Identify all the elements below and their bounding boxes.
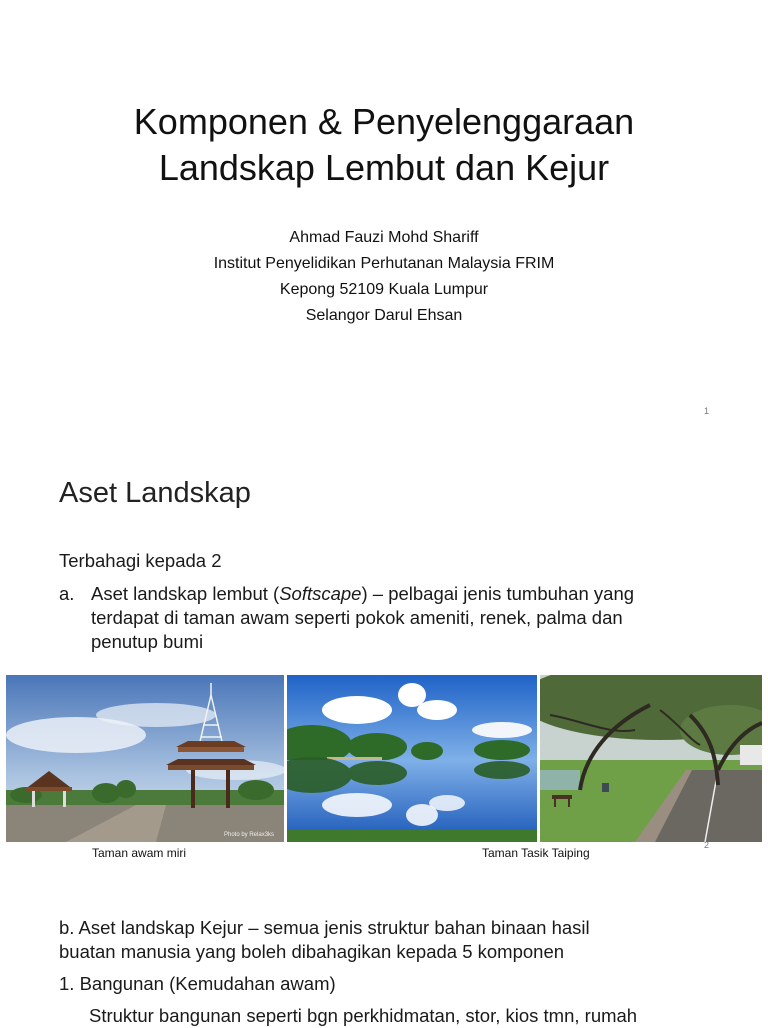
slide-title-line1: Komponen & Penyelenggaraan	[133, 101, 635, 142]
item-a-line3: penutup bumi	[91, 631, 204, 652]
author-name: Ahmad Fauzi Mohd Shariff	[289, 229, 479, 246]
list-item-1: 1. Bangunan (Kemudahan awam)	[59, 973, 336, 994]
page-number-1: 1	[704, 406, 710, 416]
item-a-post: ) – pelbagai jenis tumbuhan yang	[361, 583, 635, 604]
page-number-2: 2	[704, 840, 710, 850]
lake-illustration	[287, 675, 537, 842]
item-b-line2: buatan manusia yang boleh dibahagikan kepada 5 komponen	[59, 941, 565, 962]
list-marker-a: a.	[59, 583, 75, 604]
author-state: Selangor Darul Ehsan	[305, 307, 463, 324]
caption-left: Taman awam miri	[92, 846, 187, 860]
caption-right: Taman Tasik Taiping	[482, 846, 590, 860]
item-a-line1	[91, 582, 634, 606]
item-a-pre: Aset landskap lembut (	[91, 583, 280, 604]
item-b-line1: b. Aset landskap Kejur – semua jenis struktur bahan binaan hasil	[59, 917, 590, 938]
item-a-line2: terdapat di taman awam seperti pokok ameniti, renek, palma dan	[91, 607, 623, 628]
author-institute: Institut Penyelidikan Perhutanan Malaysia FRIM	[213, 255, 555, 272]
author-address: Kepong 52109 Kuala Lumpur	[279, 281, 489, 298]
slide-title-line2: Landskap Lembut dan Kejur	[158, 147, 610, 188]
item-a-italic: Softscape	[279, 583, 362, 604]
photo-lake	[287, 675, 537, 842]
photo-credit: Photo by Relax3ks	[224, 832, 275, 838]
section-heading: Aset Landskap	[59, 477, 251, 509]
photo-park-miri	[6, 675, 284, 842]
intro-text: Terbahagi kepada 2	[59, 550, 222, 571]
rain-trees-illustration	[540, 675, 762, 842]
list-item-1-desc: Struktur bangunan seperti bgn perkhidmatan, stor, kios tmn, rumah	[89, 1005, 638, 1026]
park-miri-illustration	[6, 675, 284, 842]
photo-rain-trees	[540, 675, 762, 842]
